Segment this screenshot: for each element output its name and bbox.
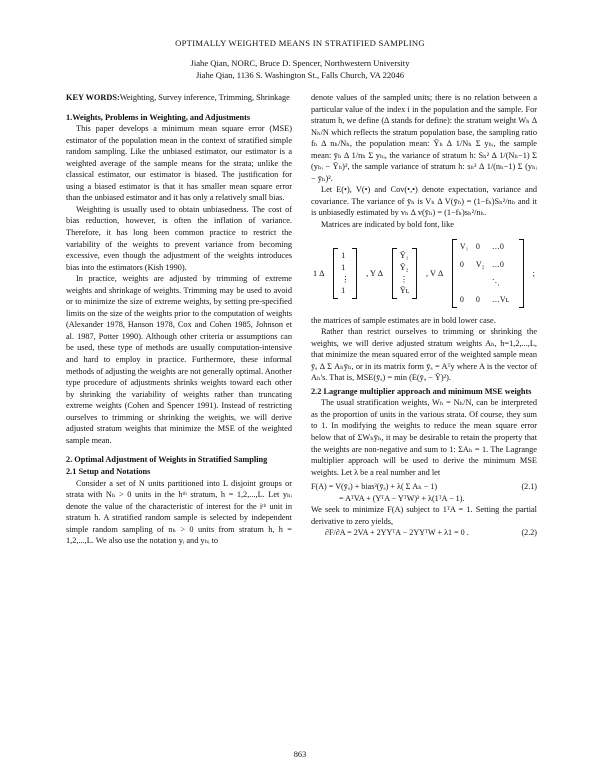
matrix-one-entry: ⋮ <box>341 274 350 284</box>
matrix-v-entry <box>500 277 516 289</box>
equation-2-1-b: = AᵀVA + (YᵀA − YᵀW)² + λ(1ᵀA − 1). <box>339 493 465 503</box>
matrix-v-entry <box>460 277 476 289</box>
matrix-v-entry: … <box>491 295 500 305</box>
matrix-definitions <box>311 235 537 313</box>
matrix-v-entry: 0 <box>475 295 480 305</box>
equation-2-2-line <box>311 527 537 539</box>
matrix-v-entry: ⋱ <box>491 277 500 287</box>
keywords-label: KEY WORDS: <box>66 93 120 102</box>
author-line-1: Jiahe Qian, NORC, Bruce D. Spencer, Northwestern University <box>190 58 410 68</box>
matrix-v-entry: 0 <box>499 242 504 252</box>
matrix-v-entry: 0 <box>499 260 504 270</box>
section-2-1-heading: 2.1 Setup and Notations <box>66 466 151 476</box>
section-1-heading: 1.Weights, Problems in Weighting, and Adjustments <box>66 112 251 122</box>
matrix-v-entry: V₁ <box>459 242 469 252</box>
matrix-y <box>392 248 418 298</box>
matrix-v-entry: 0 <box>459 260 464 270</box>
section-2-2-heading: 2.2 Lagrange multiplier approach and minimum MSE weights <box>311 386 532 396</box>
left-column <box>66 92 292 547</box>
matrix-v-entry: … <box>491 260 500 270</box>
right-paragraph-4: the matrices of sample estimates are in bold lower case. <box>311 315 496 325</box>
matrix-one-entry: 1 <box>341 286 346 296</box>
matrix-y-entry: ⋮ <box>399 274 408 284</box>
equation-2-2-number: (2.2) <box>521 528 537 538</box>
equation-2-1-a: F(A) = V(ȳₐ) + bias²(ȳₐ) + λ( Σ Aₕ − 1) <box>311 482 438 492</box>
right-paragraph-5: Rather than restrict ourselves to trimming or shrinking the weights, we will derive adjusted stratum weights Aₕ, h=1,2,...,L, that minimize the mean squared error of the weighted sample mean ȳₐ ∆ Σ Aₕȳₕ, or in its matrix form ȳₐ = Aᵀy where A is the vector of Aₕ's. That is, MSE(ȳₐ) = min (E(ȳₐ − Ȳ)²). <box>311 327 537 383</box>
matrix-v-entry <box>476 277 492 289</box>
matrix-one-label: 1 ∆ <box>313 268 325 278</box>
right-paragraph-3: Matrices are indicated by bold font, like <box>321 220 454 230</box>
section-1-paragraph-3: In practice, weights are adjusted by trimming of extreme weights and shrinkage of weights. Trimming may be used to avoid or to minimize the size of extreme weights, by setting pre-specified limits on the size of the weights prior to the computation of weights (Alexander 1978, Hanson 1978, Cox and Cohen 1985, Johnson et al. 1987, Potter 1990). Although other criteria or assumptions can be used, these type of methods are usually computation-intensive and hard to employ in practice. Furthermore, these informal methods of adjusting the weights are not generally optimal. Another type procedure of adjustments shrinks weights toward each other by shrinking the variability of weights rather than truncating extreme weights (Cohen and Spencer 1991). Instead of restricting ourselves to trimming or shrinking the weights, we will derive adjusted stratum weights that minimize the MSE of the weighted sample mean. <box>66 274 292 445</box>
right-paragraph-7: We seek to minimize F(A) subject to 1ᵀA = 1. Setting the partial derivative to zero yields, <box>311 505 537 526</box>
section-1-paragraph-2: Weighting is usually used to obtain unbiasedness. The cost of bias reduction, however, is often the inflation of variance. Therefore, it has long been common practice to restrict the variability of the weights to prevent variance from becoming excessive, even though the adjustment of the weights introduces bias into the estimators (Kish 1990). <box>66 204 292 272</box>
equation-2-1-line-1 <box>311 481 537 493</box>
author-line-2: Jiahe Qian, 1136 S. Washington St., Falls Church, VA 22046 <box>195 70 405 80</box>
matrix-one-entry: 1 <box>341 251 346 261</box>
matrix-one <box>333 248 357 298</box>
page-number: 863 <box>293 750 307 759</box>
matrix-v-entry: … <box>491 242 500 252</box>
matrix-y-entry: Ȳ₂ <box>399 263 409 273</box>
right-paragraph-6: The usual stratification weights, Wₕ = Nₕ/N, can be interpreted as the proportion of units in the various strata. Of course, they sum to 1. In modifying the weights to reduce the mean square error below that of ΣWₕȳₕ, it may be desirable to retain the property that the weights are non-negative and sum to 1: ΣAₕ = 1. The Lagrange multiplier approach will be used to derive the minimum MSE weights. Let λ be a real number and let <box>311 398 537 477</box>
matrix-one-entry: 1 <box>341 263 346 273</box>
section-2-paragraph-1: Consider a set of N units partitioned into L disjoint groups or strata with Nₕ > 0 units in the hᵗʰ stratum, h = 1,2,...,L. Let yₕᵢ denote the value of the characteristic of interest for the iᵗʰ unit in stratum h. A stratified random sample is selected by independent simple random sampling of nₕ > 0 units from stratum h, h = 1,2,...,L. We also use the notation yᵢ and yₕᵢ to <box>66 478 292 546</box>
matrix-v-entry: Vʟ <box>499 295 510 305</box>
right-paragraph-1: denote values of the sampled units; there is no relation between a particular value of the index i in the population and the sample. For stratum h, we define (∆ stands for define): the stratum weight Wₕ ∆ Nₕ/N which reflects the stratum population base, the sampling ratio fₕ ∆ nₕ/Nₕ, the population mean: Ȳₕ ∆ 1/Nₕ Σ yₕᵢ, the sample mean: ȳₕ ∆ 1/nₕ Σ yₕᵢ, the variance of stratum h: Sₕ² ∆ 1/(Nₕ−1) Σ (yₕᵢ − Ȳₕ)², the sample variance of stratum h: sₕ² ∆ 1/(nₕ−1) Σ (yₕᵢ − ȳₕ)². <box>311 93 537 183</box>
matrix-y-label: , Y ∆ <box>366 268 383 278</box>
keywords <box>66 92 292 104</box>
matrix-v <box>452 239 524 307</box>
matrix-v-entry: 0 <box>475 242 480 252</box>
paper-title: OPTIMALLY WEIGHTED MEANS IN STRATIFIED SAMPLING <box>175 38 425 48</box>
matrix-v-label: , V ∆ <box>426 268 444 278</box>
matrix-v-entry: V₂ <box>475 260 485 270</box>
matrix-y-entry: Ȳʟ <box>399 286 410 296</box>
equation-2-2: ∂F/∂A = 2VA + 2YYᵀA − 2YYᵀW + λ1 = 0 . <box>325 528 469 538</box>
author-block <box>0 57 600 81</box>
section-2-heading: 2. Optimal Adjustment of Weights in Stratified Sampling <box>66 455 268 465</box>
keywords-text: Weighting, Survey inference, Trimming, Shrinkage <box>119 93 290 102</box>
matrix-v-entry: 0 <box>459 295 464 305</box>
section-1-paragraph-1: This paper develops a minimum mean square error (MSE) estimator of the population mean in the context of stratified simple random sampling. Like the unbiased estimator, our estimator is a weighted average of the sample means for the strata; unlike the classical estimator, our estimator is biased. The justification for using a biased estimator is that it has smaller mean square error than the unbiased estimator and it has only a relatively small bias. <box>66 124 292 203</box>
matrix-end-punct: ; <box>532 268 535 278</box>
right-column <box>311 92 537 539</box>
right-paragraph-2: Let E(•), V(•) and Cov(•,•) denote expectation, variance and covariance. The variance of ȳₕ is Vₕ ∆ V(ȳₕ) = (1−fₕ)Sₕ²/nₕ and it is unbiasedly estimated by vₕ ∆ v(ȳₕ) = (1−fₕ)sₕ²/nₕ. <box>311 185 537 218</box>
equation-2-1-number: (2.1) <box>521 482 537 492</box>
matrix-y-entry: Ȳ₁ <box>399 251 409 261</box>
